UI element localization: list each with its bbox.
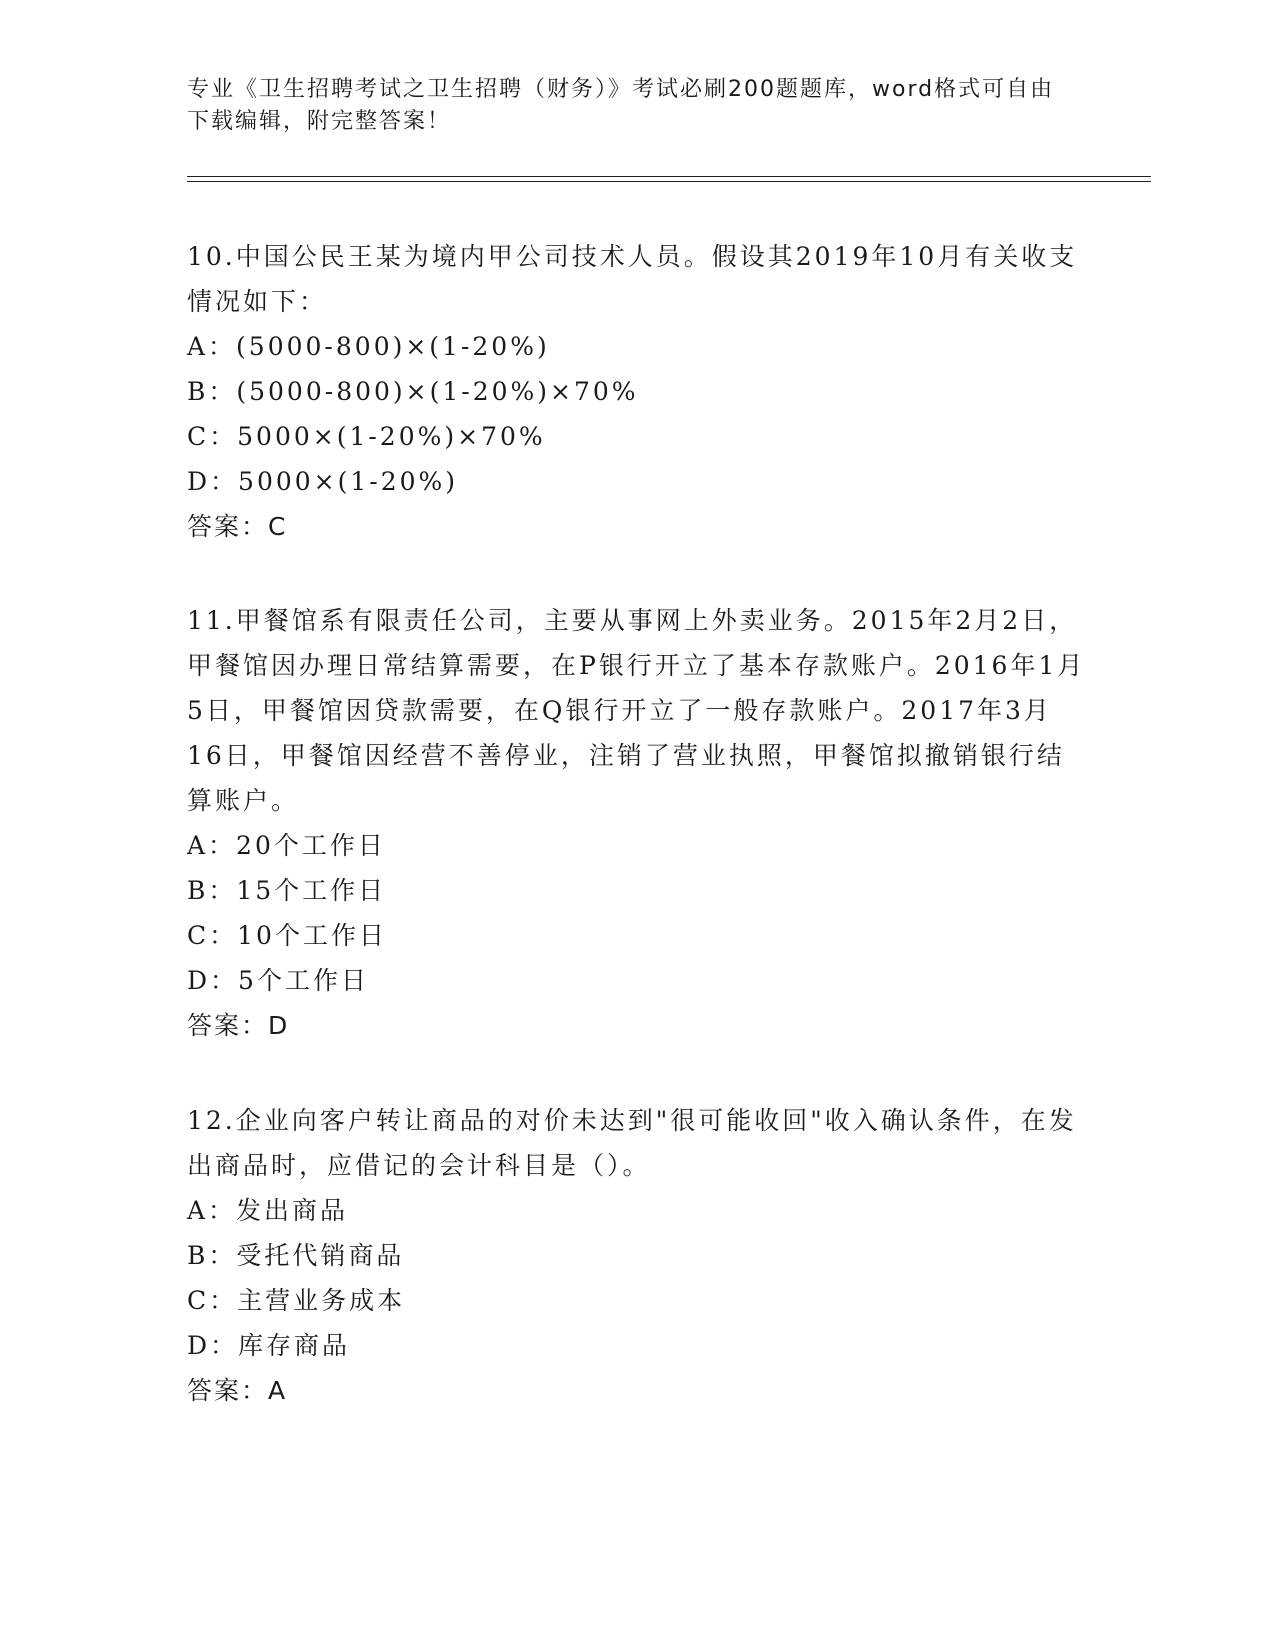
option-c: C：5000×(1-20%)×70% [187,422,546,451]
option-b: B：受托代销商品 [187,1241,405,1270]
option-a: A：发出商品 [187,1196,349,1225]
option-c: C：主营业务成本 [187,1286,406,1315]
question-stem: 10.中国公民王某为境内甲公司技术人员。假设其2019年10月有关收支情况如下： [187,242,1078,316]
option-c: C：10个工作日 [187,921,387,950]
question-11 [187,598,1087,1048]
header-divider-top [187,176,1151,177]
answer-line: 答案：C [187,512,288,541]
question-stem: 12.企业向客户转让商品的对价未达到"很可能收回"收入确认条件，在发出商品时，应借记的会计科目是（）。 [187,1106,1077,1180]
option-b: B：15个工作日 [187,876,387,905]
answer-line: 答案：D [187,1011,290,1040]
option-b: B：(5000-800)×(1-20%)×70% [187,377,639,406]
option-a: A：(5000-800)×(1-20%) [187,332,550,361]
option-a: A：20个工作日 [187,831,386,860]
question-12 [187,1098,1087,1413]
answer-line: 答案：A [187,1376,288,1405]
option-d: D：5个工作日 [187,966,369,995]
question-stem: 11.甲餐馆系有限责任公司，主要从事网上外卖业务。2015年2月2日，甲餐馆因办理日常结算需要，在P银行开立了基本存款账户。2016年1月5日，甲餐馆因贷款需要，在Q银行开立了一般存款账户。2017年3月16日，甲餐馆因经营不善停业，注销了营业执照，甲餐馆拟撤销银行结算账户。 [187,606,1086,815]
document-header: 专业《卫生招聘考试之卫生招聘（财务）》考试必刷200题题库，word格式可自由下载编辑，附完整答案！ [187,77,1055,134]
option-d: D：库存商品 [187,1331,351,1360]
question-10 [187,234,1087,549]
option-d: D：5000×(1-20%) [187,467,459,496]
header-divider-bottom [187,181,1151,182]
